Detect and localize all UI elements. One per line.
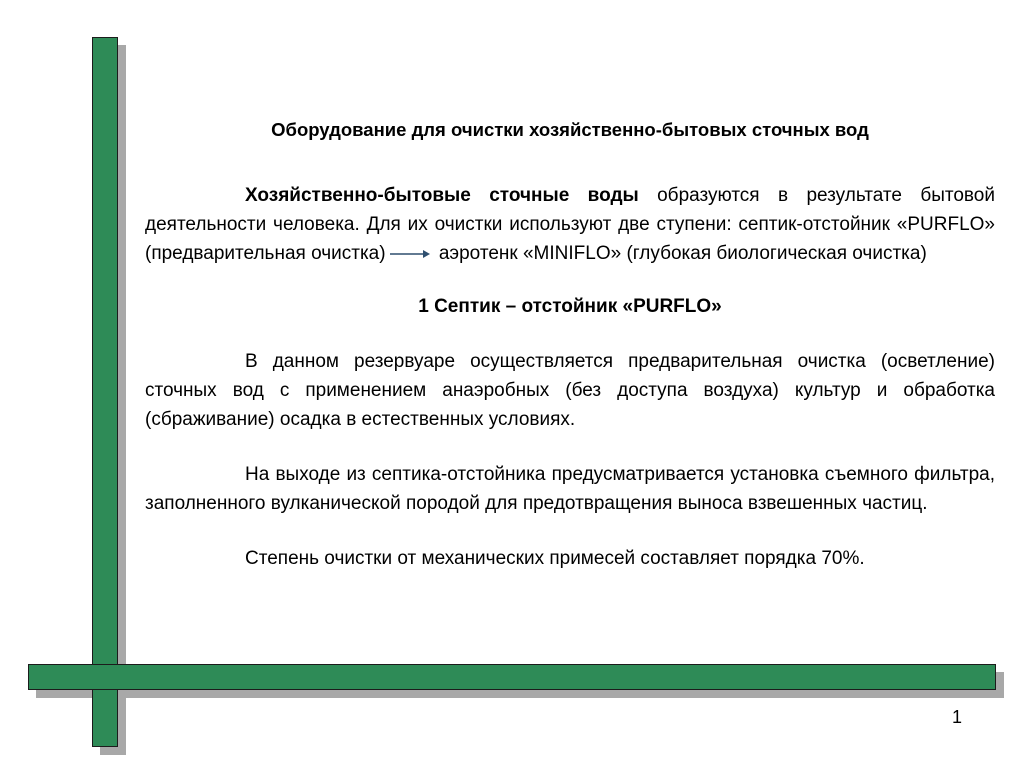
vertical-accent-bar: [92, 37, 118, 747]
body-paragraph-2: На выходе из септика-отстойника предусматривается установка съемного фильтра, заполненного вулканической породой для предотвращения выноса взвешенных частиц.: [145, 464, 995, 514]
horizontal-accent-bar: [28, 664, 996, 690]
intro-paragraph: [145, 181, 995, 268]
intro-text-after-arrow: аэротенк «MINIFLO» (глубокая биологическая очистка): [433, 243, 927, 264]
slide-title: Оборудование для очистки хозяйственно-бытовых сточных вод: [271, 119, 869, 140]
arrow-right-icon: [390, 248, 430, 260]
section-subtitle: 1 Септик – отстойник «PURFLO»: [418, 296, 722, 317]
intro-text-before-arrow: образуются в результате бытовой деятельности человека. Для их очистки используют две ступени: септик-отстойник «PURFLO» (предварительная очистка): [145, 185, 995, 264]
body-paragraph-1: В данном резервуаре осуществляется предварительная очистка (осветление) сточных вод с применением анаэробных (без доступа воздуха) культур и обработка (сбраживание) осадка в естественных условиях.: [145, 351, 995, 430]
paragraph-spacer: [145, 518, 995, 544]
body-paragraph-3: Степень очистки от механических примесей составляет порядка 70%.: [245, 548, 865, 569]
page-number: 1: [951, 707, 962, 727]
slide-content: [145, 115, 995, 573]
paragraph-spacer: [145, 434, 995, 460]
intro-bold-lead: Хозяйственно-бытовые сточные воды: [245, 185, 639, 206]
